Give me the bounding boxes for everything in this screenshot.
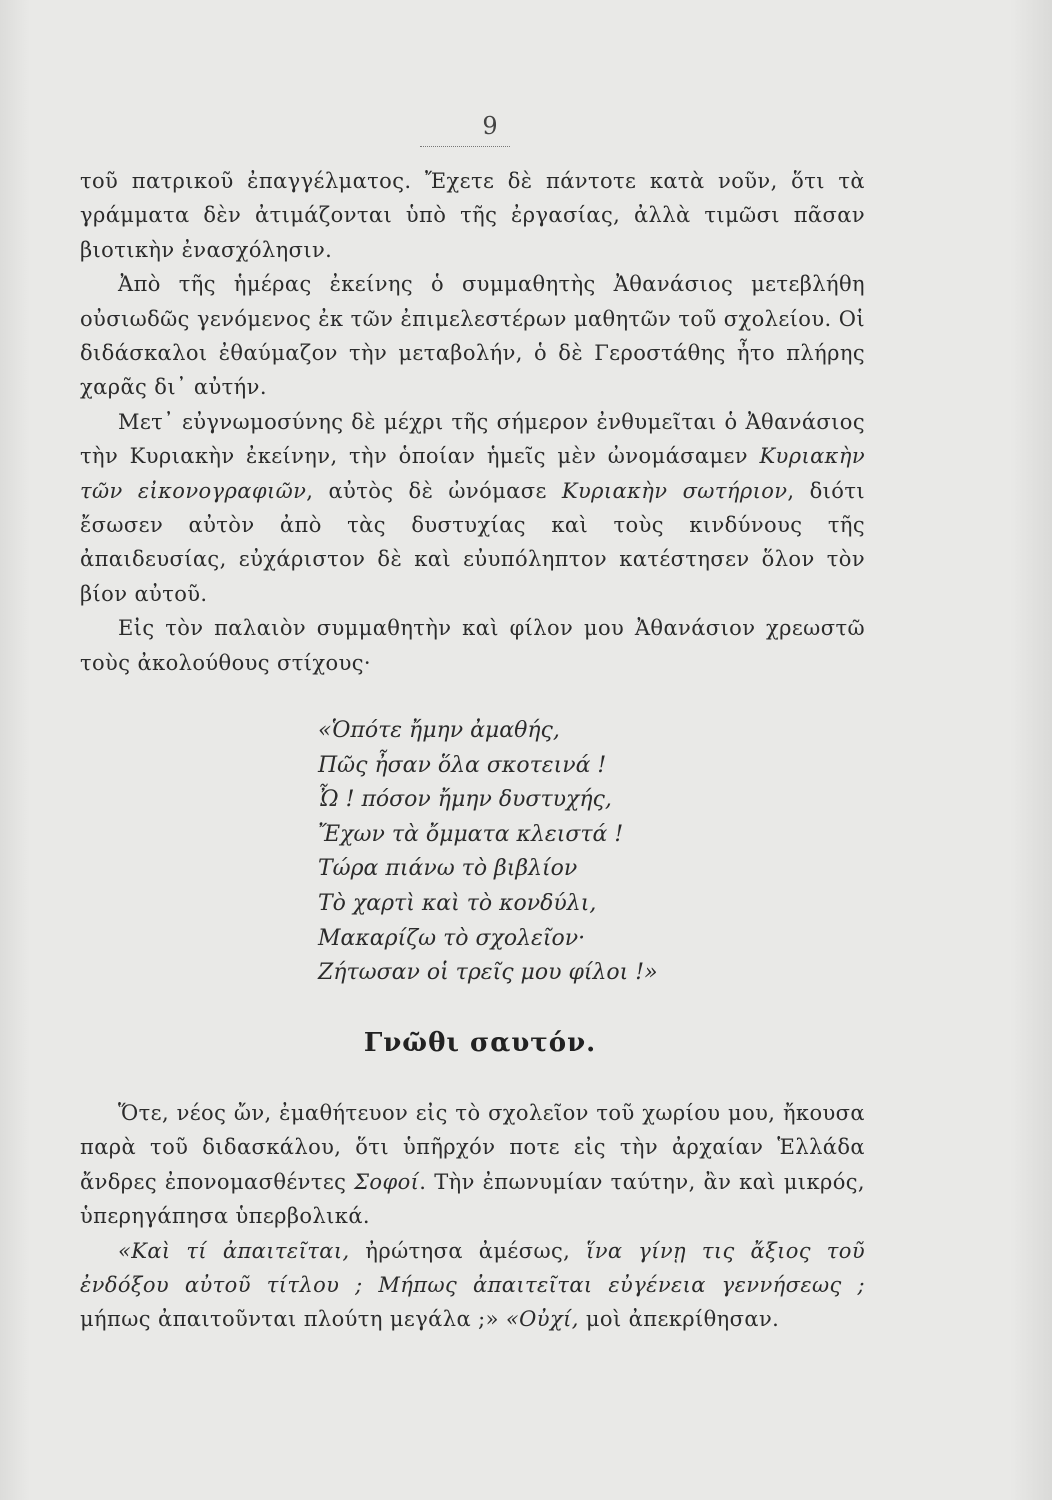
- paragraph-6: [80, 1234, 865, 1337]
- paragraph-3-text-2: , αὐτὸς δὲ ὠνόμασε: [306, 478, 547, 503]
- poem-line: Τὸ χαρτὶ καὶ τὸ κονδύλι,: [318, 890, 597, 916]
- poem-line: Τώρα πιάνω τὸ βιβλίον: [318, 856, 578, 882]
- poem: [318, 714, 738, 991]
- paragraph-5-text-1: Ὅτε, νέος ὤν, ἐμαθήτευον εἰς τὸ σχολεῖον τοῦ χωρίου μου, ἤκουσα παρὰ τοῦ διδασκάλου, ὅτι ὑπῆρχόν ποτε εἰς τὴν ἀρχαίαν Ἑλλάδα ἄνδρες ἐπονομασθέντες: [80, 1101, 865, 1194]
- poem-line: Ἔχων τὰ ὄμματα κλειστά !: [318, 821, 624, 847]
- poem-line: Ζήτωσαν οἱ τρεῖς μου φίλοι !»: [318, 960, 658, 986]
- text-block-upper: [80, 164, 865, 680]
- paragraph-3: [80, 405, 865, 611]
- paragraph-3-text-1: Μετ᾽ εὐγνωμοσύνης δὲ μέχρι τῆς σήμερον ἐνθυμεῖται ὁ Ἀθανάσιος τὴν Κυριακὴν ἐκείνην, τὴν ὁποίαν ἡμεῖς μὲν ὠνομάσαμεν: [80, 409, 865, 469]
- paragraph-6-italic-3: «Οὐχί,: [505, 1307, 579, 1332]
- paragraph-6-italic-1: «Καὶ τί ἀπαιτεῖται,: [118, 1238, 350, 1263]
- paragraph-4: Εἰς τὸν παλαιὸν συμμαθητὴν καὶ φίλον μου Ἀθανάσιον χρεωστῶ τοὺς ἀκολούθους στίχους·: [80, 616, 865, 675]
- paragraph-6-text-2: μήπως ἀπαιτοῦνται πλούτη μεγάλα ;»: [80, 1307, 499, 1332]
- paragraph-3-italic-1: Κυριακὴν τῶν εἰκονογραφιῶν: [80, 444, 866, 503]
- section-heading: Γνῶθι σαυτόν.: [363, 1028, 597, 1058]
- page-number-rule: [420, 146, 510, 147]
- paragraph-6-text-3: μοὶ ἀπεκρίθησαν.: [585, 1307, 780, 1332]
- paragraph-5: [80, 1096, 865, 1234]
- text-block-lower: [80, 1096, 865, 1337]
- poem-line: «Ὁπότε ἤμην ἀμαθής,: [318, 718, 560, 743]
- paragraph-1: τοῦ πατρικοῦ ἐπαγγέλματος. Ἔχετε δὲ πάντοτε κατὰ νοῦν, ὅτι τὰ γράμματα δὲν ἀτιμάζονται ὑπὸ τῆς ἐργασίας, ἀλλὰ τιμῶσι πᾶσαν βιοτικὴν ἐνασχόλησιν.: [80, 169, 865, 262]
- poem-line: Πῶς ἦσαν ὅλα σκοτεινά !: [318, 752, 607, 778]
- poem-line: Μακαρίζω τὸ σχολεῖον·: [318, 925, 586, 951]
- paragraph-2: Ἀπὸ τῆς ἡμέρας ἐκείνης ὁ συμμαθητὴς Ἀθανάσιος μετεβλήθη οὐσιωδῶς γενόμενος ἐκ τῶν ἐπιμελεστέρων μαθητῶν τοῦ σχολείου. Οἱ διδάσκαλοι ἐθαύμαζον τὴν μεταβολήν, ὁ δὲ Γεροστάθης ἦτο πλήρης χαρᾶς δι᾽ αὐτήν.: [80, 272, 865, 400]
- paragraph-5-italic-1: Σοφοί: [354, 1169, 420, 1194]
- paragraph-6-italic-2: ἵνα γίνῃ τις ἄξιος τοῦ ἐνδόξου αὐτοῦ τίτλου ; Μήπως ἀπαιτεῖται εὐγένεια γεννήσεως ;: [80, 1238, 866, 1298]
- paragraph-5-text-2: . Τὴν ἐπωνυμίαν ταύτην, ἂν καὶ μικρός, ὑπερηγάπησα ὑπερβολικά.: [80, 1169, 865, 1229]
- paragraph-3-text-3: , διότι ἔσωσεν αὐτὸν ἀπὸ τὰς δυστυχίας καὶ τοὺς κινδύνους τῆς ἀπαιδευσίας, εὐχάριστον δὲ καὶ εὐυπόληπτον κατέστησεν ὅλον τὸν βίον αὐτοῦ.: [80, 478, 865, 606]
- paragraph-6-text-1: ἠρώτησα ἀμέσως,: [365, 1238, 571, 1263]
- poem-line: Ὦ ! πόσον ἤμην δυστυχής,: [318, 787, 612, 813]
- page-number: 9: [482, 112, 498, 140]
- paragraph-3-italic-2: Κυριακὴν σωτήριον: [561, 478, 788, 503]
